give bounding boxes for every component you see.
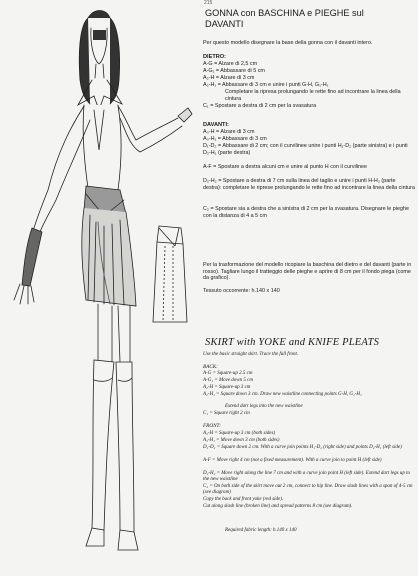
- davanti-row: A-F = Spostare a destra alcuni cm e unire al punto H con il curvilinee: [203, 164, 368, 170]
- front-row: D₂-H₂ = Move right along the line 7 cm and with a curve join point H (left side). Extend dart legs up to the new waistline: [203, 471, 410, 482]
- front-row: Copy the back and front yoke (red side).: [203, 497, 284, 502]
- page-number: 215: [204, 0, 213, 6]
- back-heading: BACK:: [203, 364, 218, 370]
- front-row: A₃-H = Square-up 3 cm (both sides): [203, 431, 276, 436]
- back-row: A-G₁ = Move down 5 cm: [203, 378, 253, 383]
- front-row: Cut along slash line (broken line) and spread patterns 8 cm (see diagram).: [203, 504, 353, 509]
- text-column: [203, 0, 415, 576]
- english-intro: Use the basic straight skirt. Trace the full front.: [203, 352, 299, 357]
- english-title: SKIRT with YOKE and KNIFE PLEATS: [205, 337, 380, 348]
- front-row: A-F = Move right 4 cm (not a fixed measurement). With a curve join to point H (left side): [203, 458, 382, 463]
- dietro-row: A-G = Alzare di 2,5 cm: [203, 61, 258, 67]
- dietro-row: A₂-H₁ = Abbassare di 3 cm e unire i punti G-H, G₁-H₁: [203, 82, 329, 88]
- back-row: C₁ = Square right 2 cm: [203, 411, 250, 416]
- fabric-text: Tessuto occorrente: h.140 x 140: [203, 288, 280, 294]
- back-row: Extend dart legs into the new waistline: [225, 404, 303, 409]
- pattern-diagram: [145, 222, 195, 326]
- front-row: D₁-D₂ = Square down 2 cm. With a curve join points H₁-D₂ (right side) and points D₂-H₁ (left side): [203, 445, 402, 450]
- dietro-row: C₁ = Spostare a destra di 2 cm per la svasatura: [203, 103, 317, 109]
- transform-text: Per la trasformazione del modello ricopiare la baschina del dietro e del davanti (parte in rosso). Tagliare lungo il tratteggio delle pieghe e aprire di 8 cm per il fondo piega (come da grafico).: [203, 262, 412, 282]
- front-row: A₃-H₁ = Move down 3 cm (both sides): [203, 438, 280, 443]
- davanti-row: D₂-H₂ = Spostare a destra di 7 cm sulla linea del taglio e unire i punti H-H₂ (parte destra): completare le riprese prolungando le rette fino ad incontrare la linea della cintura: [203, 178, 415, 191]
- back-row: A₂-H₁ = Square down 3 cm. Draw new waistline connecting points G-H, G₁-H₁: [203, 392, 362, 397]
- back-row: A₂-H = Square-up 3 cm: [203, 385, 251, 390]
- dietro-row: A-G₁ = Abbassare di 5 cm: [203, 68, 265, 74]
- front-heading: FRONT:: [203, 423, 221, 429]
- davanti-heading: DAVANTI:: [203, 122, 229, 128]
- required-fabric: Required fabric length: h.140 x 140: [225, 528, 297, 533]
- davanti-row: A₃-H = Alzare di 3 cm: [203, 129, 255, 135]
- davanti-row: A₃-H₁ = Abbassare di 3 cm: [203, 136, 267, 142]
- italian-title: GONNA con BASCHINA e PIEGHE sul DAVANTI: [205, 8, 364, 29]
- dietro-row: A₂-H = Alzare di 3 cm: [203, 75, 255, 81]
- italian-intro: Per questo modello disegnare la base della gonna con il davanti intero.: [203, 40, 373, 46]
- davanti-row: D₁-D₂ = Abbassare di 2 cm; con il curvilinee unire i punti H₁-D₂ (parte sinistra) e i punti D₂-H₁ (parte destra): [203, 143, 408, 156]
- dietro-heading: DIETRO:: [203, 54, 226, 60]
- dietro-row: Completare la ripresa prolungando le rette fino ad incontrare la linea della cintura: [225, 89, 401, 102]
- front-row: C₂ = On both side of the skirt move out 2 cm, connect to hip line. Draw slash lines with a span of 4-5 cm (see diagram): [203, 484, 413, 495]
- back-row: A-G = Square-up 2.5 cm: [203, 371, 253, 376]
- davanti-row: C₂ = Spostare sia a destra che a sinistra di 2 cm per la svasatura. Disegnare le pieghe con la distanza di 4 a 5 cm: [203, 206, 409, 219]
